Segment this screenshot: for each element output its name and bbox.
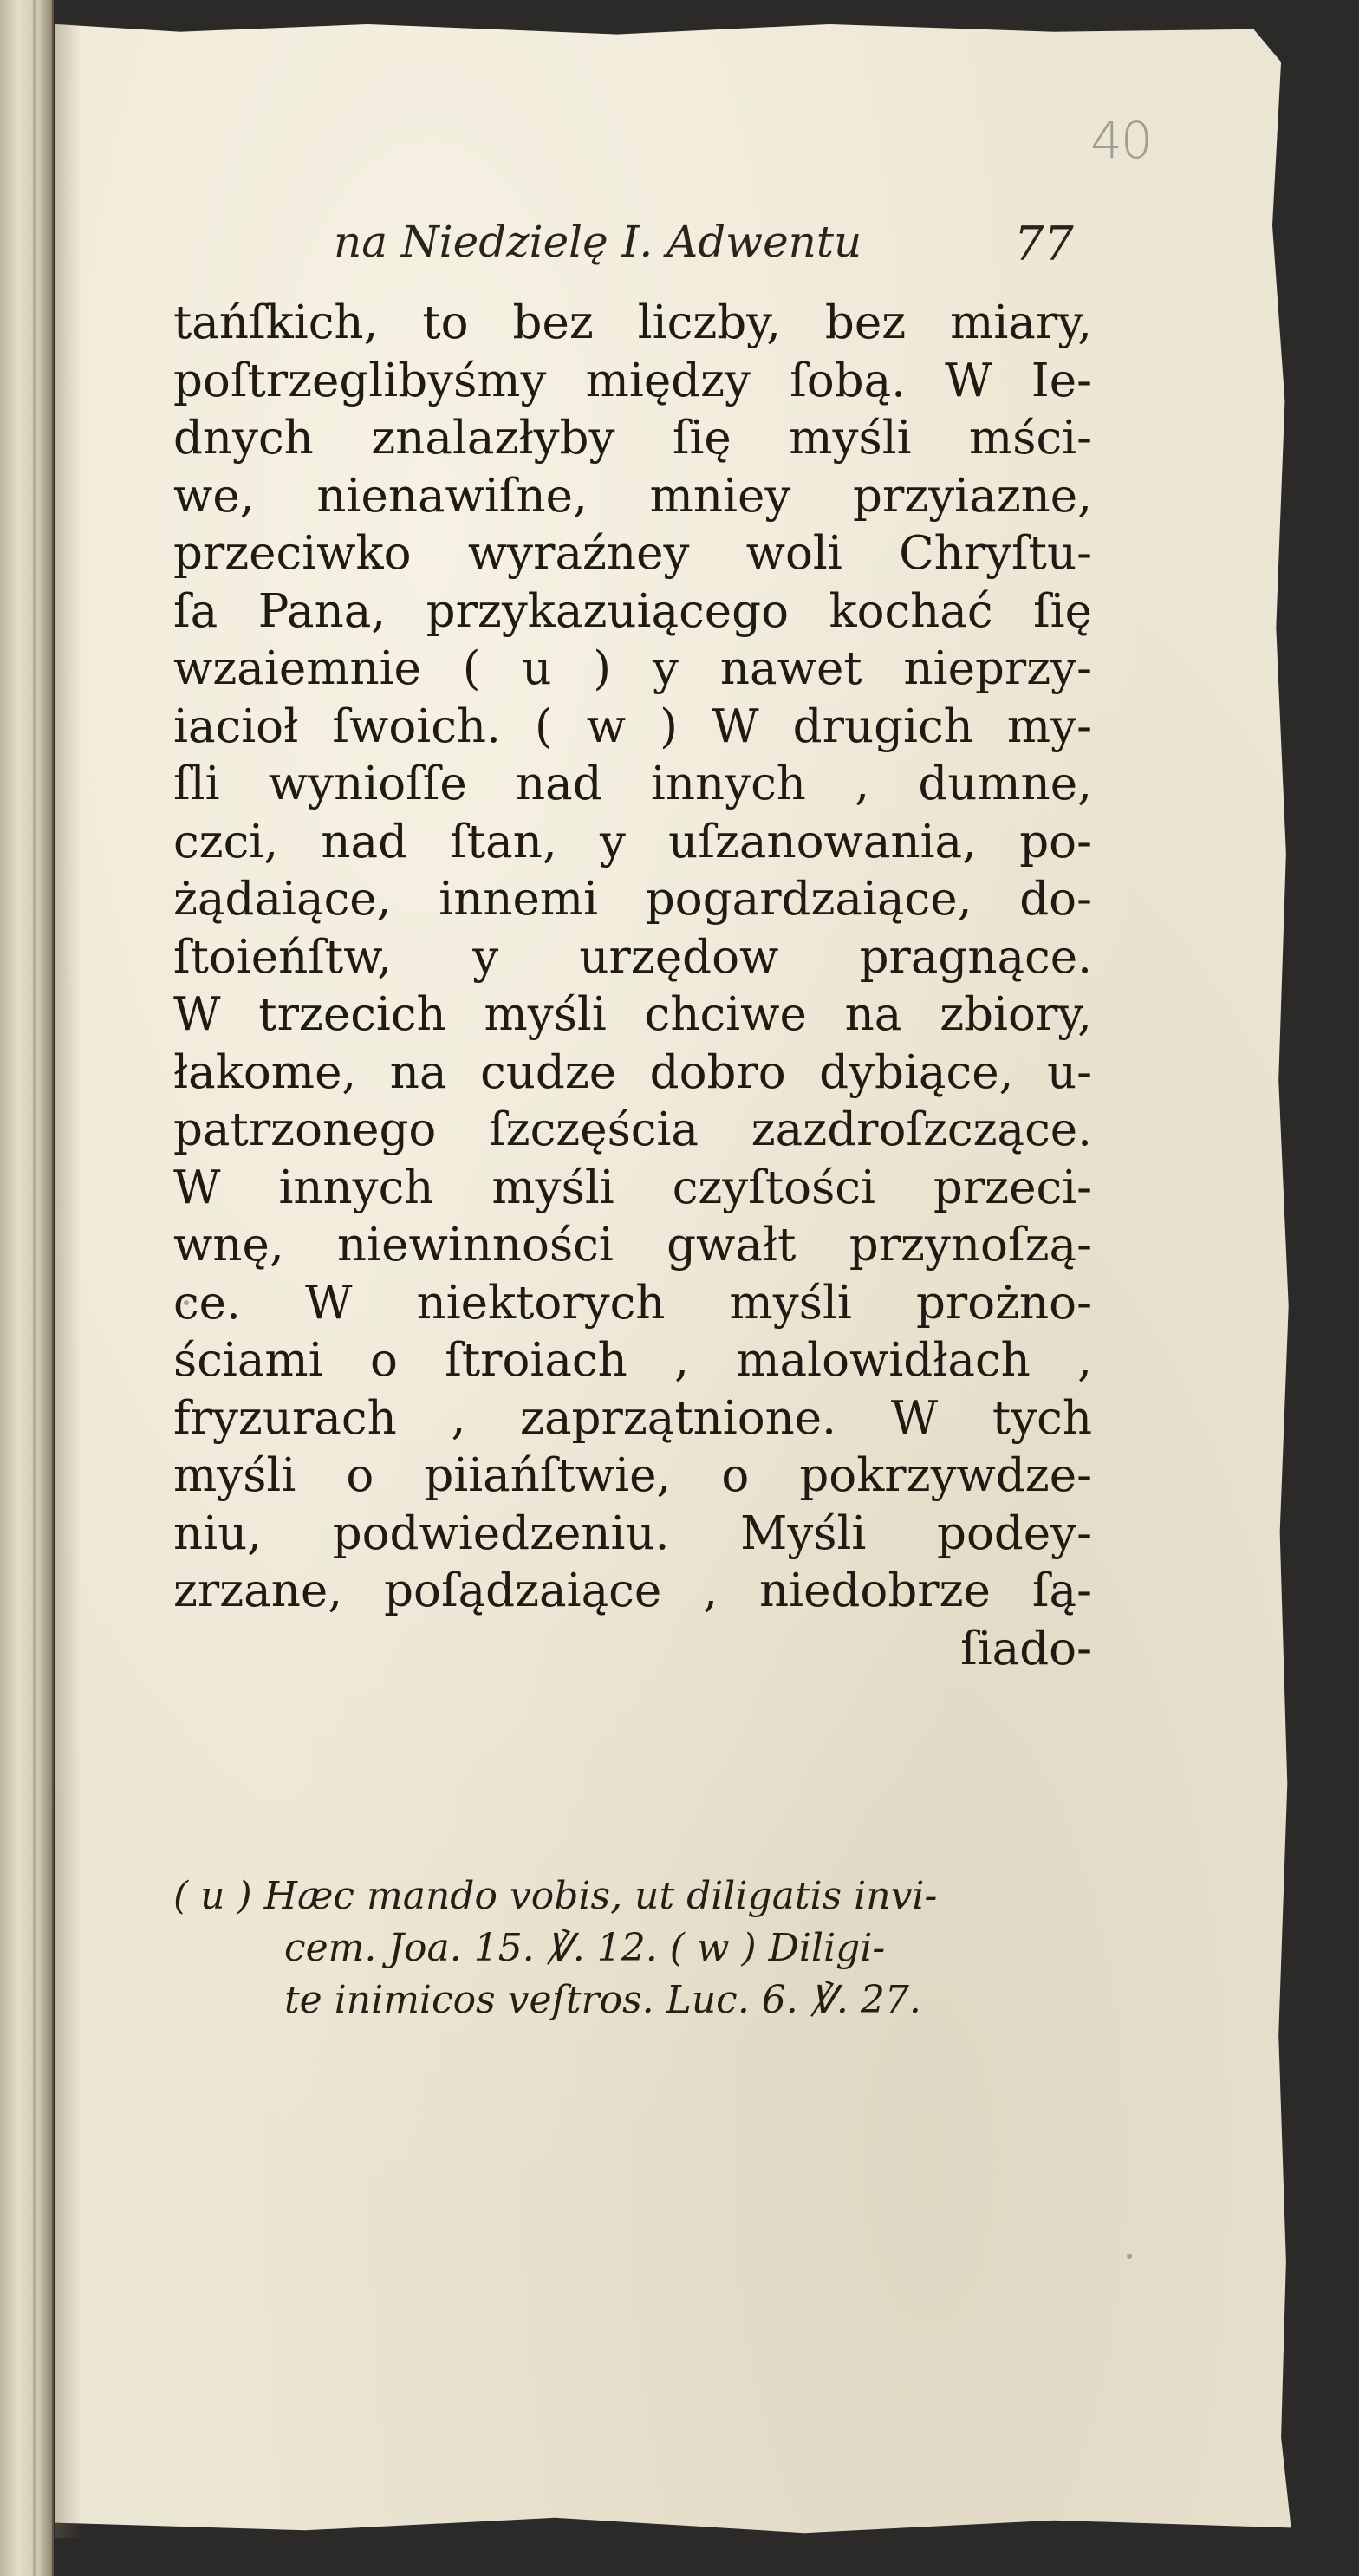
text-line: zrzane, poſądzaiące , niedobrze ſą- (173, 1564, 1092, 1617)
main-text (173, 295, 1092, 1678)
text-line: ſli wynioſſe nad innych , dumne, (173, 758, 1092, 810)
text-line: ſtoieńſtw, y urzędow pragnące. (173, 930, 1092, 984)
text-line: tańſkich, to bez liczby, bez miary, (173, 296, 1092, 349)
pencil-folio-number: 40 (1090, 111, 1151, 170)
footnote-line: te inimicos veſtros. Luc. 6. ℣. 27. (284, 1978, 921, 2022)
text-line: łakome, na cudze dobro dybiące, u- (173, 1045, 1092, 1099)
text-line: fryzurach , zaprzątnione. W tych (173, 1391, 1092, 1445)
text-line: ſa Pana, przykazuiącego kochać ſię (173, 584, 1092, 638)
text-line: W trzecich myśli chciwe na zbiory, (173, 988, 1092, 1041)
text-line: we, nienawiſne, mniey przyiazne, (173, 469, 1092, 523)
text-line: niu, podwiedzeniu. Myśli podey- (173, 1506, 1092, 1560)
catchword: ſiado- (960, 1622, 1092, 1675)
text-line: dnych znalazłyby ſię myśli mści- (173, 412, 1092, 465)
text-line: iacioł ſwoich. ( w ) W drugich my- (173, 699, 1092, 753)
text-line: patrzonego ſzczęścia zazdroſzczące. (173, 1103, 1092, 1156)
text-line: ce. W niektorych myśli prożno- (173, 1276, 1092, 1330)
text-line: wnę, niewinności gwałt przynoſzą- (173, 1219, 1092, 1272)
text-line: ściami o ſtroiach , malowidłach , (173, 1334, 1092, 1387)
page-edge-line (33, 0, 36, 2576)
page-number: 77 (1014, 217, 1074, 271)
ink-speck (1127, 2254, 1132, 2259)
text-line: wzaiemnie ( u ) y nawet nieprzy- (173, 642, 1092, 695)
running-header: na Niedzielę I. Adwentu (334, 217, 862, 267)
text-line: myśli o piiańſtwie, o pokrzywdze- (173, 1449, 1092, 1502)
facing-page-edge (0, 0, 54, 2576)
gutter-shadow (55, 24, 81, 2538)
footnotes (173, 1870, 1092, 2026)
footnote-line: cem. Joa. 15. ℣. 12. ( w ) Diligi- (284, 1926, 886, 1970)
footnote-line: ( u ) Hæc mando vobis, ut diligatis invi- (173, 1874, 938, 1918)
text-line: czci, nad ſtan, y uſzanowania, po- (173, 815, 1092, 868)
text-line: przeciwko wyraźney woli Chryſtu- (173, 527, 1092, 580)
text-line: poſtrzeglibyśmy między ſobą. W Ie- (173, 354, 1092, 407)
text-line: W innych myśli czyſtości przeci- (173, 1161, 1092, 1214)
text-line: żądaiące, innemi pogardzaiące, do- (173, 873, 1092, 926)
